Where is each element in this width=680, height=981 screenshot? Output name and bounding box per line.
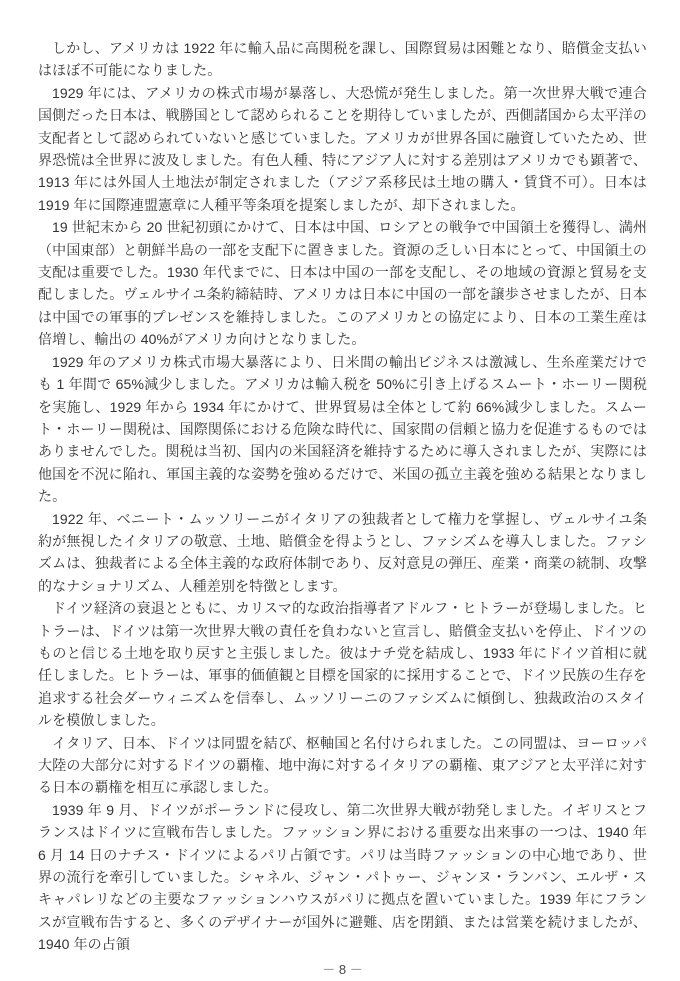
- paragraph-hitler: ドイツ経済の衰退とともに、カリスマ的な政治指導者アドルフ・ヒトラーが登場しました。ヒトラーは、ドイツは第一次世界大戦の責任を負わないと宣言し、賠償金支払いを停止、ドイツのものと信じる土地を取り戻すと主張しました。彼はナチ党を結成し、1933 年にドイツ首相に就任しました。ヒトラーは、軍事的価値観と目標を国家的に採用することで、ドイツ民族の生存を追求する社会ダーウィニズムを信奉し、ムッソリーニのファシズムに傾倒し、独裁政治のスタイルを模倣しました。: [38, 600, 647, 729]
- paragraph-great-depression: 1929 年には、アメリカの株式市場が暴落し、大恐慌が発生しました。第一次世界大戦で連合国側だった日本は、戦勝国として認められることを期待していましたが、西側諸国から太平洋の支配者として認められていないと感じていました。アメリカが世界各国に融資していたため、世界恐慌は全世界に波及しました。有色人種、特にアジア人に対する差別はアメリカでも顕著で、1913 年には外国人土地法が制定されました（アジア系移民は土地の購入・賃貸不可）。日本は 1919 年に国際連盟憲章に人種平等条項を提案しましたが、却下されました。: [38, 84, 647, 213]
- paragraph-reparations: しかし、アメリカは 1922 年に輸入品に高関税を課し、国際貿易は困難となり、賠償金支払いはほぼ不可能になりました。: [38, 40, 647, 79]
- paragraph-mussolini-fascism: 1922 年、ベニート・ムッソリーニがイタリアの独裁者として権力を掌握し、ヴェルサイユ条約が無視したイタリアの敬意、土地、賠償金を得ようとし、ファシズムを導入しました。ファシズムは、独裁者による全体主義的な政府体制であり、反対意見の弾圧、産業・商業の統制、攻撃的なナショナリズム、人種差別を特徴とします。: [38, 510, 647, 594]
- paragraph-ww2-paris-fashion: 1939 年 9 月、ドイツがポーランドに侵攻し、第二次世界大戦が勃発しました。イギリスとフランスはドイツに宣戦布告しました。ファッション界における重要な出来事の一つは、1940 年 6 月 14 日のナチス・ドイツによるパリ占領です。パリは当時ファッションの中心地であり、世界の流行を牽引していました。シャネル、ジャン・パトゥー、ジャンヌ・ランバン、エルザ・スキャパレリなどの主要なファッションハウスがパリに拠点を置いていました。1939 年にフランスが宣戦布告すると、多くのデザイナーが国外に避難、店を閉鎖、または営業を続けましたが、1940 年の占領: [38, 801, 647, 953]
- paragraph-japan-china: 19 世紀末から 20 世紀初頭にかけて、日本は中国、ロシアとの戦争で中国領土を獲得し、満州（中国東部）と朝鮮半島の一部を支配下に置きました。資源の乏しい日本にとって、中国領土の支配は重要でした。1930 年代までに、日本は中国の一部を支配し、その地域の資源と貿易を支配しました。ヴェルサイユ条約締結時、アメリカは日本に中国の一部を譲歩させましたが、日本は中国での軍事的プレゼンスを維持しました。このアメリカとの協定により、日本の工業生産は倍増し、輸出の 40%がアメリカ向けとなりました。: [38, 219, 647, 348]
- paragraph-axis-alliance: イタリア、日本、ドイツは同盟を結び、枢軸国と名付けられました。この同盟は、ヨーロッパ大陸の大部分に対するドイツの覇権、地中海に対するイタリアの覇権、東アジアと太平洋に対する日本の覇権を相互に承認しました。: [38, 734, 647, 796]
- document-body: [38, 37, 647, 956]
- paragraph-smoot-hawley: 1929 年のアメリカ株式市場大暴落により、日米間の輸出ビジネスは激減し、生糸産業だけでも 1 年間で 65%減少しました。アメリカは輸入税を 50%に引き上げるスムート・ホーリー関税を実施し、1929 年から 1934 年にかけて、世界貿易は全体として約 66%減少しました。スムート・ホーリー関税は、国際関係における危険な時代に、国家間の信頼と協力を促進するものではありませんでした。関税は当初、国内の米国経済を維持するために導入されましたが、実際には他国を不況に陥れ、軍国主義的な姿勢を強めるだけで、米国の孤立主義を強める結果となりました。: [38, 353, 647, 505]
- page-number: － 8 －: [322, 961, 363, 977]
